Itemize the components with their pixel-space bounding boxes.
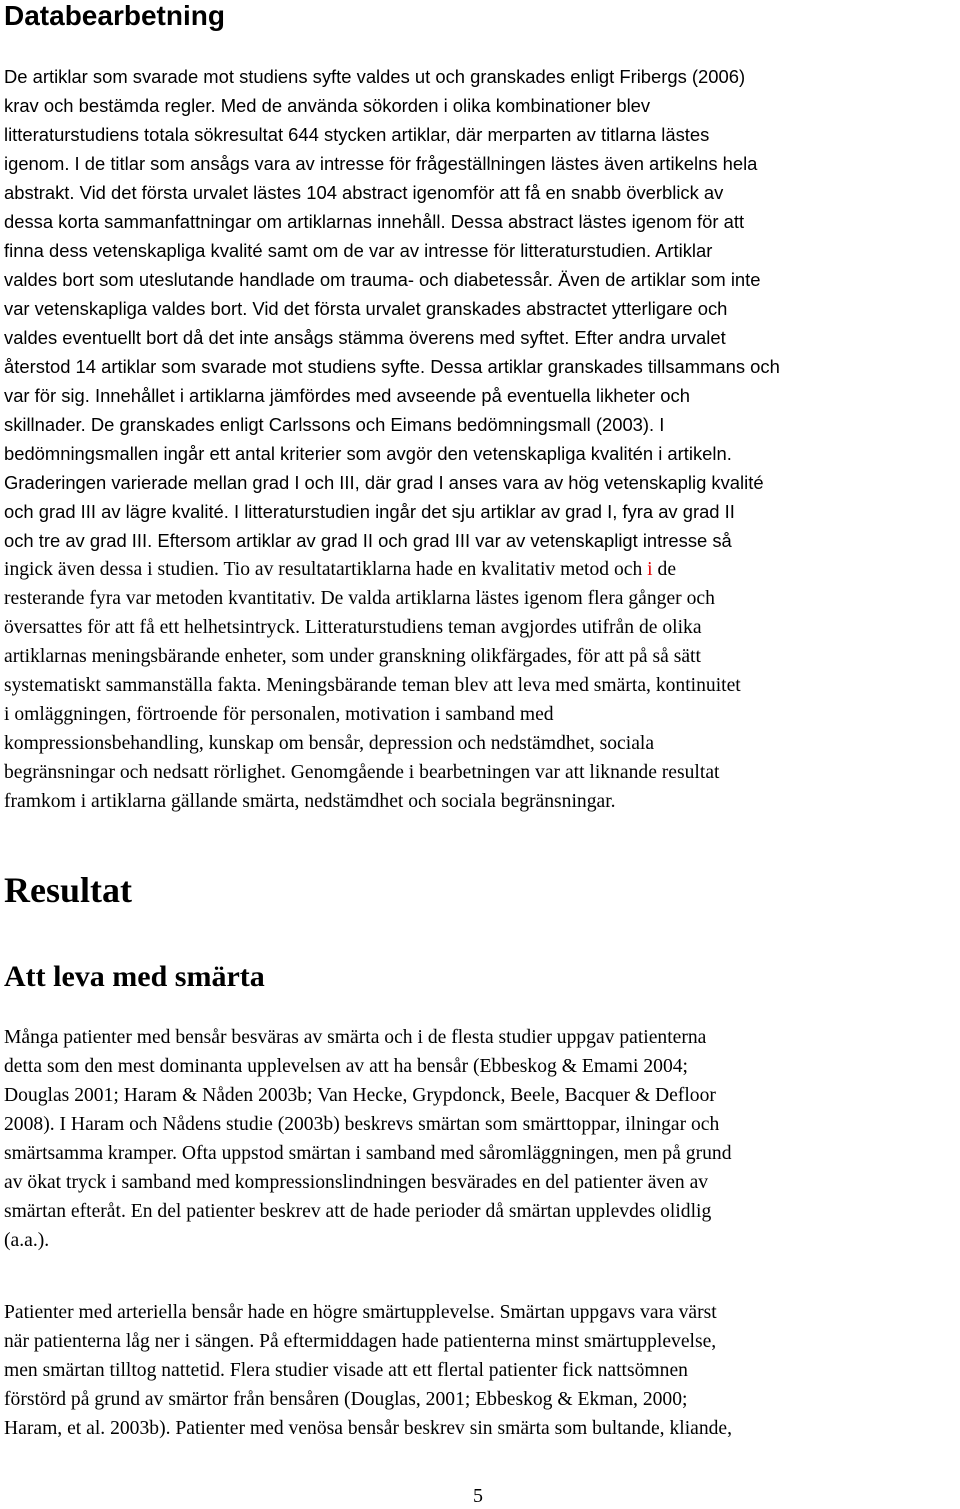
- text-line: och tre av grad III. Eftersom artiklar av grad II och grad III var av vetenskapligt intresse så: [4, 530, 732, 551]
- text-line: resterande fyra var metoden kvantitativ. De valda artiklarna lästes igenom flera gånger och: [4, 588, 715, 609]
- subheading-att-leva-med-smarta: Att leva med smärta: [4, 960, 265, 993]
- paragraph-smarta-1: [4, 1023, 956, 1255]
- paragraph-databearbetning-part1: [4, 62, 956, 555]
- text-line: begränsningar och nedsatt rörlighet. Genomgående i bearbetningen var att liknande resultat: [4, 762, 720, 783]
- paragraph-smarta-2: [4, 1298, 956, 1443]
- text-line: smärtan efteråt. En del patienter beskrev att de hade perioder då smärtan upplevdes olidlig: [4, 1201, 712, 1222]
- text-line: abstrakt. Vid det första urvalet lästes 104 abstract igenomför att få en snabb överblick av: [4, 182, 724, 203]
- text-line: översattes för att få ett helhetsintryck. Litteraturstudiens teman avgjordes utifrån de olika: [4, 617, 702, 638]
- text-line: valdes eventuellt bort då det inte ansågs stämma överens med syftet. Efter andra urvalet: [4, 327, 726, 348]
- text-line: detta som den mest dominanta upplevelsen av att ha bensår (Ebbeskog & Emami 2004;: [4, 1056, 688, 1077]
- text-line: i omläggningen, förtroende för personalen, motivation i samband med: [4, 704, 554, 725]
- text-line: var vetenskapliga valdes bort. Vid det första urvalet granskades abstractet ytterligare och: [4, 298, 728, 319]
- text-line: Många patienter med bensår besväras av smärta och i de flesta studier uppgav patienterna: [4, 1027, 707, 1048]
- text-line: 2008). I Haram och Nådens studie (2003b) beskrevs smärtan som smärttoppar, ilningar och: [4, 1114, 720, 1135]
- text-line: skillnader. De granskades enligt Carlssons och Eimans bedömningsmall (2003). I: [4, 414, 665, 435]
- text-line: kompressionsbehandling, kunskap om bensår, depression och nedstämdhet, sociala: [4, 733, 655, 754]
- section-heading-resultat: Resultat: [4, 870, 132, 910]
- text-line: Patienter med arteriella bensår hade en högre smärtupplevelse. Smärtan uppgavs vara värst: [4, 1302, 717, 1323]
- text-line: finna dess vetenskapliga kvalité samt om de var av intresse för litteraturstudien. Artiklar: [4, 240, 713, 261]
- text-line: av ökat tryck i samband med kompressionslindningen besvärades en del patienter även av: [4, 1172, 709, 1193]
- text-line: förstörd på grund av smärtor från bensåren (Douglas, 2001; Ebbeskog & Ekman, 2000;: [4, 1389, 688, 1410]
- red-highlighted-letter: i: [647, 559, 653, 580]
- text-line: artiklarnas meningsbärande enheter, som under granskning olikfärgades, för att på så sätt: [4, 646, 701, 667]
- text-line: återstod 14 artiklar som svarade mot studiens syfte. Dessa artiklar granskades tillsammans och: [4, 356, 780, 377]
- text-line: valdes bort som uteslutande handlade om trauma- och diabetessår. Även de artiklar som inte: [4, 269, 761, 290]
- text-line: var för sig. Innehållet i artiklarna jämfördes med avseende på eventuella likheter och: [4, 385, 690, 406]
- text-line: framkom i artiklarna gällande smärta, nedstämdhet och sociala begränsningar.: [4, 791, 616, 812]
- text-line: krav och bestämda regler. Med de använda sökorden i olika kombinationer blev: [4, 95, 651, 116]
- text-line: när patienterna låg ner i sängen. På eftermiddagen hade patienterna minst smärtupplevelse,: [4, 1331, 717, 1352]
- section-heading-databearbetning: Databearbetning: [4, 0, 225, 31]
- text-line: Graderingen varierade mellan grad I och III, där grad I anses vara av hög vetenskaplig kvalité: [4, 472, 764, 493]
- text-line: igenom. I de titlar som ansågs vara av intresse för frågeställningen lästes även artikelns hela: [4, 153, 758, 174]
- text-line: och grad III av lägre kvalité. I litteraturstudien ingår det sju artiklar av grad I, fyra av grad II: [4, 501, 735, 522]
- text-line: systematiskt sammanställa fakta. Meningsbärande teman blev att leva med smärta, kontinuitet: [4, 675, 741, 696]
- text-line: Douglas 2001; Haram & Nåden 2003b; Van Hecke, Grypdonck, Beele, Bacquer & Defloor: [4, 1085, 716, 1106]
- page-number: 5: [473, 1485, 483, 1507]
- text-line: litteraturstudiens totala sökresultat 644 stycken artiklar, där merparten av titlarna lästes: [4, 124, 710, 145]
- text-line: smärtsamma kramper. Ofta uppstod smärtan i samband med såromläggningen, men på grund: [4, 1143, 732, 1164]
- text-line: men smärtan tilltog nattetid. Flera studier visade att ett flertal patienter fick nattsömnen: [4, 1360, 688, 1381]
- text-line: De artiklar som svarade mot studiens syfte valdes ut och granskades enligt Fribergs (2006): [4, 66, 746, 87]
- text-line: bedömningsmallen ingår ett antal kriterier som avgör den vetenskapliga kvalitén i artikeln.: [4, 443, 732, 464]
- text-line: (a.a.).: [4, 1230, 50, 1251]
- paragraph-databearbetning-part2: [4, 555, 956, 816]
- text-line: Haram, et al. 2003b). Patienter med venösa bensår beskrev sin smärta som bultande, kliande,: [4, 1418, 733, 1439]
- text-line: dessa korta sammanfattningar om artiklarnas innehåll. Dessa abstract lästes igenom för att: [4, 211, 745, 232]
- text-line-with-red-mark: [4, 555, 956, 584]
- text-after-red: de: [652, 559, 677, 580]
- text-before-red: ingick även dessa i studien. Tio av resultatartiklarna hade en kvalitativ metod och: [4, 559, 648, 580]
